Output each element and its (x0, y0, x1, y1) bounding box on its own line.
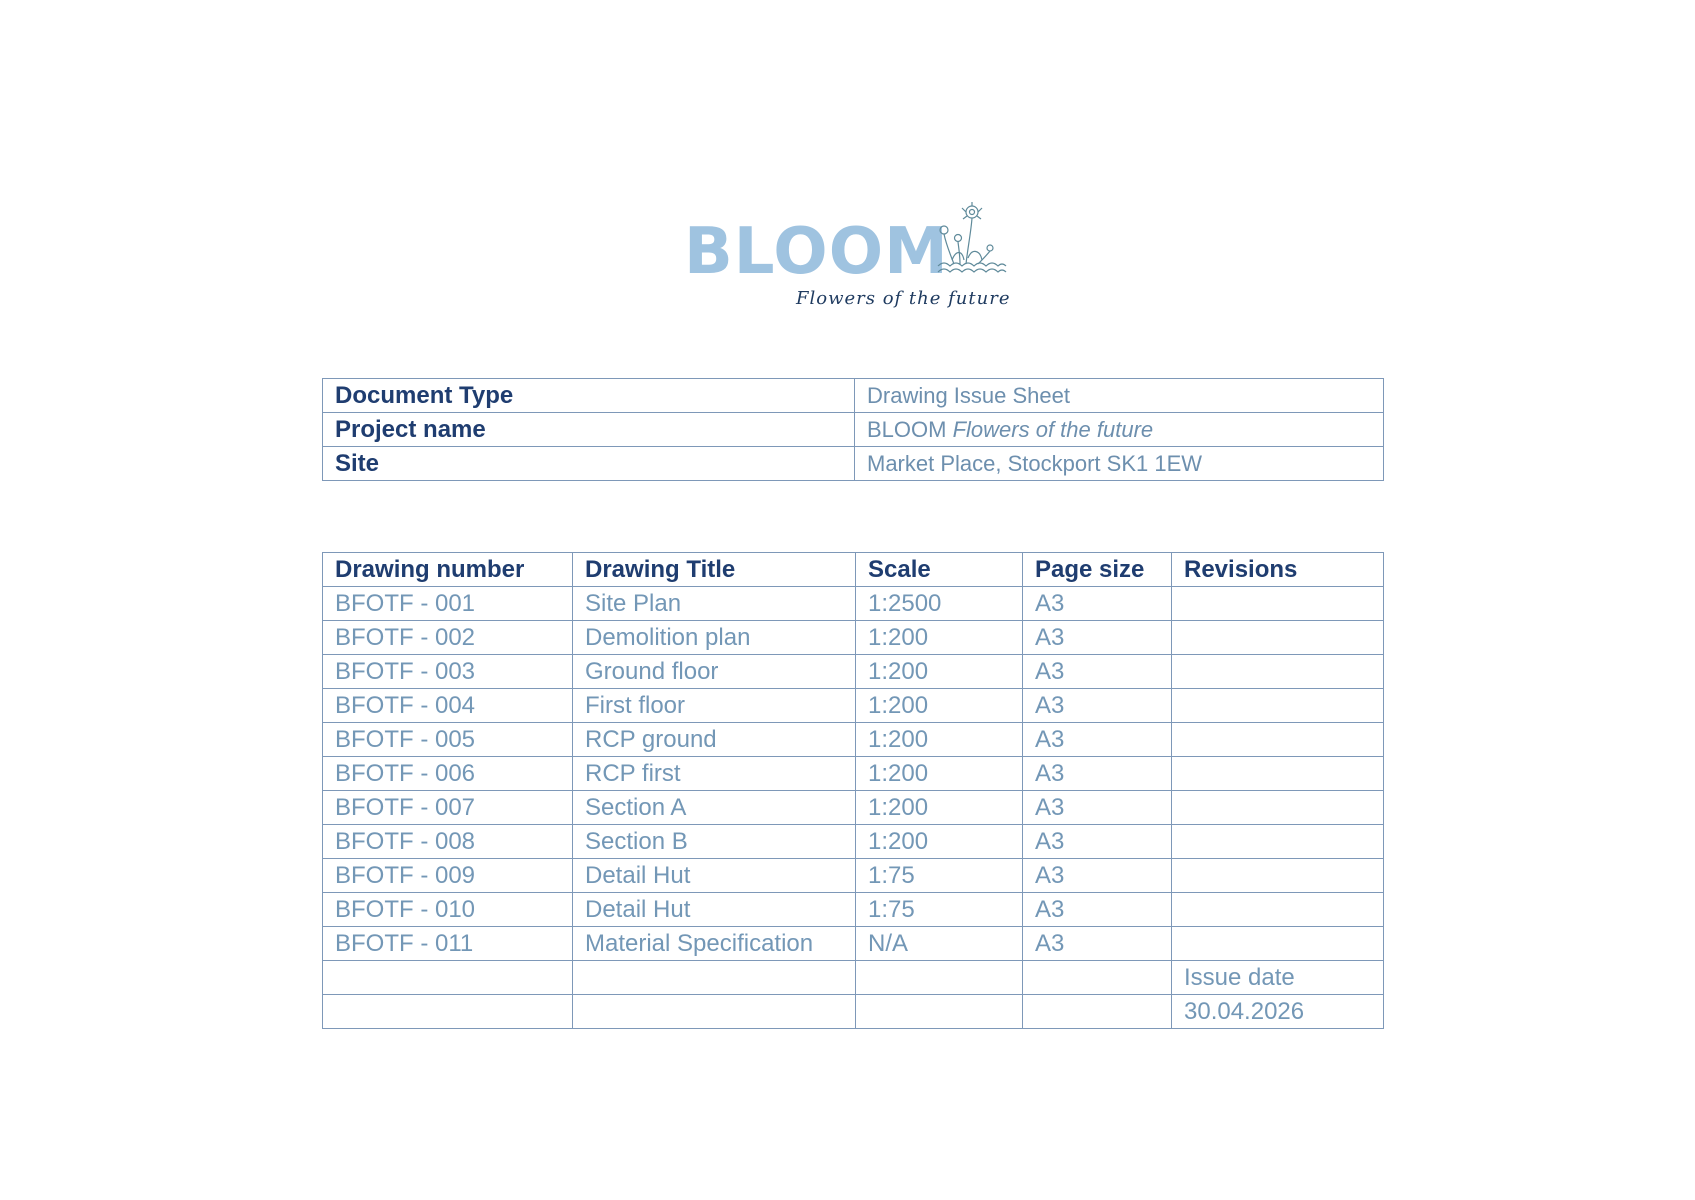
register-header-row (323, 553, 1384, 587)
site-value: Market Place, Stockport SK1 1EW (855, 447, 1384, 481)
drawing-page-size: A3 (1023, 723, 1172, 757)
empty-cell (1023, 961, 1172, 995)
drawing-title: Site Plan (573, 587, 856, 621)
drawing-scale: 1:200 (856, 621, 1023, 655)
site-label: Site (323, 447, 855, 481)
drawing-number: BFOTF - 005 (323, 723, 573, 757)
table-row (323, 859, 1384, 893)
project-name-value (855, 413, 1384, 447)
drawing-scale: 1:2500 (856, 587, 1023, 621)
drawing-scale: 1:200 (856, 757, 1023, 791)
drawing-scale: 1:200 (856, 791, 1023, 825)
header-drawing-title: Drawing Title (573, 553, 856, 587)
table-row (323, 791, 1384, 825)
table-row (323, 893, 1384, 927)
project-name-label: Project name (323, 413, 855, 447)
drawing-revision (1172, 893, 1384, 927)
drawing-page-size: A3 (1023, 655, 1172, 689)
drawing-scale: 1:75 (856, 893, 1023, 927)
empty-cell (573, 995, 856, 1029)
logo-tagline: Flowers of the future (796, 288, 1011, 309)
drawing-number: BFOTF - 004 (323, 689, 573, 723)
table-row (323, 689, 1384, 723)
drawing-revision (1172, 621, 1384, 655)
drawing-revision (1172, 689, 1384, 723)
empty-cell (573, 961, 856, 995)
logo-wordmark: BLOOM (684, 215, 949, 289)
drawing-title: Ground floor (573, 655, 856, 689)
drawing-title: RCP ground (573, 723, 856, 757)
empty-cell (856, 961, 1023, 995)
drawing-scale: 1:200 (856, 655, 1023, 689)
table-row (323, 621, 1384, 655)
drawing-number: BFOTF - 010 (323, 893, 573, 927)
drawing-page-size: A3 (1023, 621, 1172, 655)
issue-date-value-row (323, 995, 1384, 1029)
drawing-title: Section A (573, 791, 856, 825)
header-drawing-number: Drawing number (323, 553, 573, 587)
drawing-page-size: A3 (1023, 689, 1172, 723)
drawing-revision (1172, 655, 1384, 689)
issue-date-value: 30.04.2026 (1172, 995, 1384, 1029)
project-name-italic: Flowers of the future (952, 417, 1154, 442)
drawing-scale: 1:200 (856, 723, 1023, 757)
drawing-title: Detail Hut (573, 893, 856, 927)
drawing-revision (1172, 723, 1384, 757)
drawing-title: Demolition plan (573, 621, 856, 655)
flower-icon (932, 200, 1012, 282)
document-type-value: Drawing Issue Sheet (855, 379, 1384, 413)
drawing-page-size: A3 (1023, 587, 1172, 621)
drawing-revision (1172, 859, 1384, 893)
empty-cell (856, 995, 1023, 1029)
table-row (323, 825, 1384, 859)
drawing-number: BFOTF - 011 (323, 927, 573, 961)
drawing-title: First floor (573, 689, 856, 723)
document-type-row (323, 379, 1384, 413)
drawing-page-size: A3 (1023, 825, 1172, 859)
drawing-number: BFOTF - 008 (323, 825, 573, 859)
drawing-scale: 1:75 (856, 859, 1023, 893)
site-row (323, 447, 1384, 481)
header-scale: Scale (856, 553, 1023, 587)
table-row (323, 655, 1384, 689)
drawing-page-size: A3 (1023, 791, 1172, 825)
project-name-row (323, 413, 1384, 447)
drawing-scale: 1:200 (856, 689, 1023, 723)
drawing-number: BFOTF - 009 (323, 859, 573, 893)
issue-date-label-row (323, 961, 1384, 995)
issue-date-label: Issue date (1172, 961, 1384, 995)
empty-cell (323, 961, 573, 995)
drawing-revision (1172, 927, 1384, 961)
drawing-scale: N/A (856, 927, 1023, 961)
drawing-number: BFOTF - 003 (323, 655, 573, 689)
drawing-page-size: A3 (1023, 757, 1172, 791)
drawing-revision (1172, 587, 1384, 621)
table-row (323, 723, 1384, 757)
empty-cell (1023, 995, 1172, 1029)
bloom-logo (680, 200, 1020, 320)
drawing-revision (1172, 757, 1384, 791)
drawing-title: Detail Hut (573, 859, 856, 893)
drawing-title: Material Specification (573, 927, 856, 961)
project-name-main: BLOOM (867, 417, 947, 442)
table-row (323, 927, 1384, 961)
drawing-page-size: A3 (1023, 893, 1172, 927)
document-info-table (322, 378, 1384, 481)
document-type-label: Document Type (323, 379, 855, 413)
drawing-revision (1172, 825, 1384, 859)
empty-cell (323, 995, 573, 1029)
drawing-register-table (322, 552, 1384, 1029)
drawing-title: Section B (573, 825, 856, 859)
table-row (323, 587, 1384, 621)
table-row (323, 757, 1384, 791)
drawing-revision (1172, 791, 1384, 825)
drawing-title: RCP first (573, 757, 856, 791)
drawing-number: BFOTF - 006 (323, 757, 573, 791)
drawing-scale: 1:200 (856, 825, 1023, 859)
drawing-page-size: A3 (1023, 927, 1172, 961)
header-page-size: Page size (1023, 553, 1172, 587)
drawing-page-size: A3 (1023, 859, 1172, 893)
drawing-number: BFOTF - 001 (323, 587, 573, 621)
header-revisions: Revisions (1172, 553, 1384, 587)
drawing-number: BFOTF - 007 (323, 791, 573, 825)
drawing-number: BFOTF - 002 (323, 621, 573, 655)
